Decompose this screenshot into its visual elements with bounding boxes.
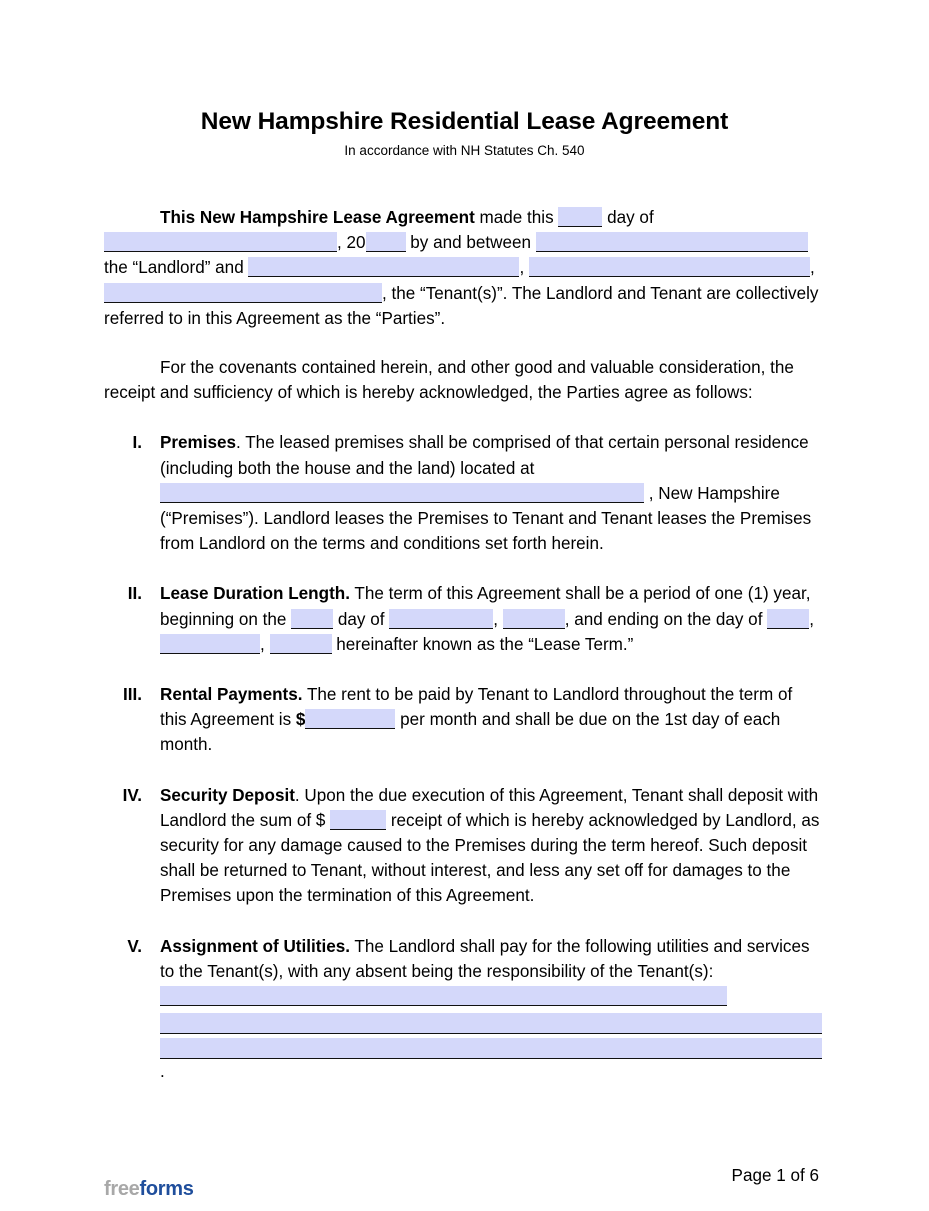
start-month-field[interactable] bbox=[389, 609, 493, 629]
section-text-a: The term of this Agreement shall be a period of one (1) year, beginning on the bbox=[160, 584, 811, 629]
document-body bbox=[104, 205, 820, 1084]
year-field[interactable] bbox=[366, 232, 406, 252]
section-rental-payments bbox=[104, 682, 820, 758]
section-heading: Premises bbox=[160, 433, 237, 453]
section-numeral: II. bbox=[127, 584, 142, 604]
section-body bbox=[160, 581, 820, 657]
section-text-a: . The leased premises shall be comprised of that certain personal residence (including both the house and the land) located at bbox=[160, 433, 809, 478]
security-deposit-field[interactable] bbox=[330, 810, 386, 830]
section-body bbox=[160, 682, 820, 758]
section-text-b: . bbox=[160, 1062, 165, 1082]
section-security-deposit bbox=[104, 783, 820, 909]
section-numeral: V. bbox=[127, 936, 142, 956]
section-text-d: , and ending on the day of bbox=[564, 609, 768, 629]
tenant-name-field-2[interactable] bbox=[529, 257, 810, 277]
utilities-field-line-3[interactable] bbox=[160, 1038, 822, 1059]
paragraph-spacer bbox=[104, 331, 820, 355]
section-text-b: receipt of which is hereby acknowledged by Landlord, as security for any damage caused to the Premises during the term hereof. Such deposit shall be returned to Tenant, without interest, and less any set off for damages to the Premises upon the termination of this Agreement. bbox=[160, 810, 820, 906]
covenants-text: For the covenants contained herein, and other good and valuable consideration, the receipt and sufficiency of which is hereby acknowledged, the Parties agree as follows: bbox=[104, 358, 794, 403]
day-field[interactable] bbox=[558, 207, 602, 227]
section-body bbox=[160, 783, 820, 909]
section-body bbox=[160, 430, 820, 556]
section-numeral: IV. bbox=[122, 785, 142, 805]
month-field[interactable] bbox=[104, 232, 337, 252]
section-numeral: III. bbox=[123, 685, 142, 705]
premises-address-field[interactable] bbox=[160, 483, 644, 503]
section-text-a: The rent to be paid by Tenant to Landlord throughout the term of this Agreement is bbox=[160, 685, 793, 730]
page-title: New Hampshire Residential Lease Agreement bbox=[200, 108, 729, 135]
section-premises bbox=[104, 430, 820, 556]
intro-text-1: made this bbox=[474, 208, 559, 227]
section-text-b: , New Hampshire (“Premises”). Landlord leases the Premises to Tenant and Tenant leases the Premises from Landlord on the terms and conditions set forth herein. bbox=[160, 483, 812, 554]
section-assignment-utilities bbox=[104, 934, 820, 1085]
covenants-paragraph bbox=[104, 355, 820, 405]
utilities-field-line-1[interactable] bbox=[160, 986, 727, 1006]
end-day-field[interactable] bbox=[767, 609, 809, 629]
section-text-b: day of bbox=[333, 609, 390, 629]
section-text-a: . Upon the due execution of this Agreement, Tenant shall deposit with Landlord the sum of $ bbox=[160, 785, 819, 830]
section-text-g: hereinafter known as the “Lease Term.” bbox=[331, 634, 634, 654]
freeforms-logo bbox=[104, 1178, 194, 1201]
end-month-field[interactable] bbox=[160, 634, 260, 654]
intro-lead-bold: This New Hampshire Lease Agreement bbox=[160, 208, 475, 227]
intro-text-6b: , bbox=[809, 258, 815, 278]
section-text-e: , bbox=[809, 609, 814, 629]
end-year-field[interactable] bbox=[270, 634, 332, 654]
utilities-field-line-2[interactable] bbox=[160, 1013, 822, 1034]
section-lease-duration bbox=[104, 581, 820, 657]
intro-text-7: , the “Tenant(s)”. The Landlord and Tenant are collectively referred to in this Agreement as the “Parties”. bbox=[104, 283, 819, 328]
section-text-b: per month and shall be due on the 1st day of each month. bbox=[160, 710, 781, 755]
section-numeral: I. bbox=[132, 433, 142, 453]
intro-text-6: , bbox=[519, 258, 529, 278]
intro-text-4: by and between bbox=[405, 233, 536, 253]
logo-text-forms: forms bbox=[139, 1178, 194, 1200]
start-year-field[interactable] bbox=[503, 609, 565, 629]
intro-text-2: day of bbox=[602, 208, 654, 227]
monthly-rent-field[interactable] bbox=[305, 709, 395, 729]
tenant-name-field-3[interactable] bbox=[104, 283, 382, 303]
section-text-f: , bbox=[260, 634, 270, 654]
section-text-c: , bbox=[493, 609, 503, 629]
intro-text-3: , 20 bbox=[337, 233, 366, 253]
intro-paragraph bbox=[104, 205, 820, 331]
dollar-sign: $ bbox=[295, 710, 306, 730]
section-heading: Security Deposit bbox=[160, 785, 295, 805]
logo-text-free: free bbox=[104, 1178, 140, 1200]
tenant-name-field-1[interactable] bbox=[248, 257, 519, 277]
start-day-field[interactable] bbox=[291, 609, 333, 629]
section-heading: Lease Duration Length. bbox=[160, 584, 350, 604]
section-heading: Assignment of Utilities. bbox=[160, 936, 350, 956]
page-subtitle: In accordance with NH Statutes Ch. 540 bbox=[344, 143, 585, 158]
section-text-a: The Landlord shall pay for the following utilities and services to the Tenant(s), with any absent being the responsibility of the Tenant(s): bbox=[160, 936, 810, 981]
landlord-name-field[interactable] bbox=[536, 232, 808, 252]
section-heading: Rental Payments. bbox=[160, 685, 303, 705]
intro-text-5: the “Landlord” and bbox=[104, 258, 249, 278]
page-number-label: Page 1 of 6 bbox=[731, 1166, 819, 1185]
section-body bbox=[160, 934, 820, 1085]
